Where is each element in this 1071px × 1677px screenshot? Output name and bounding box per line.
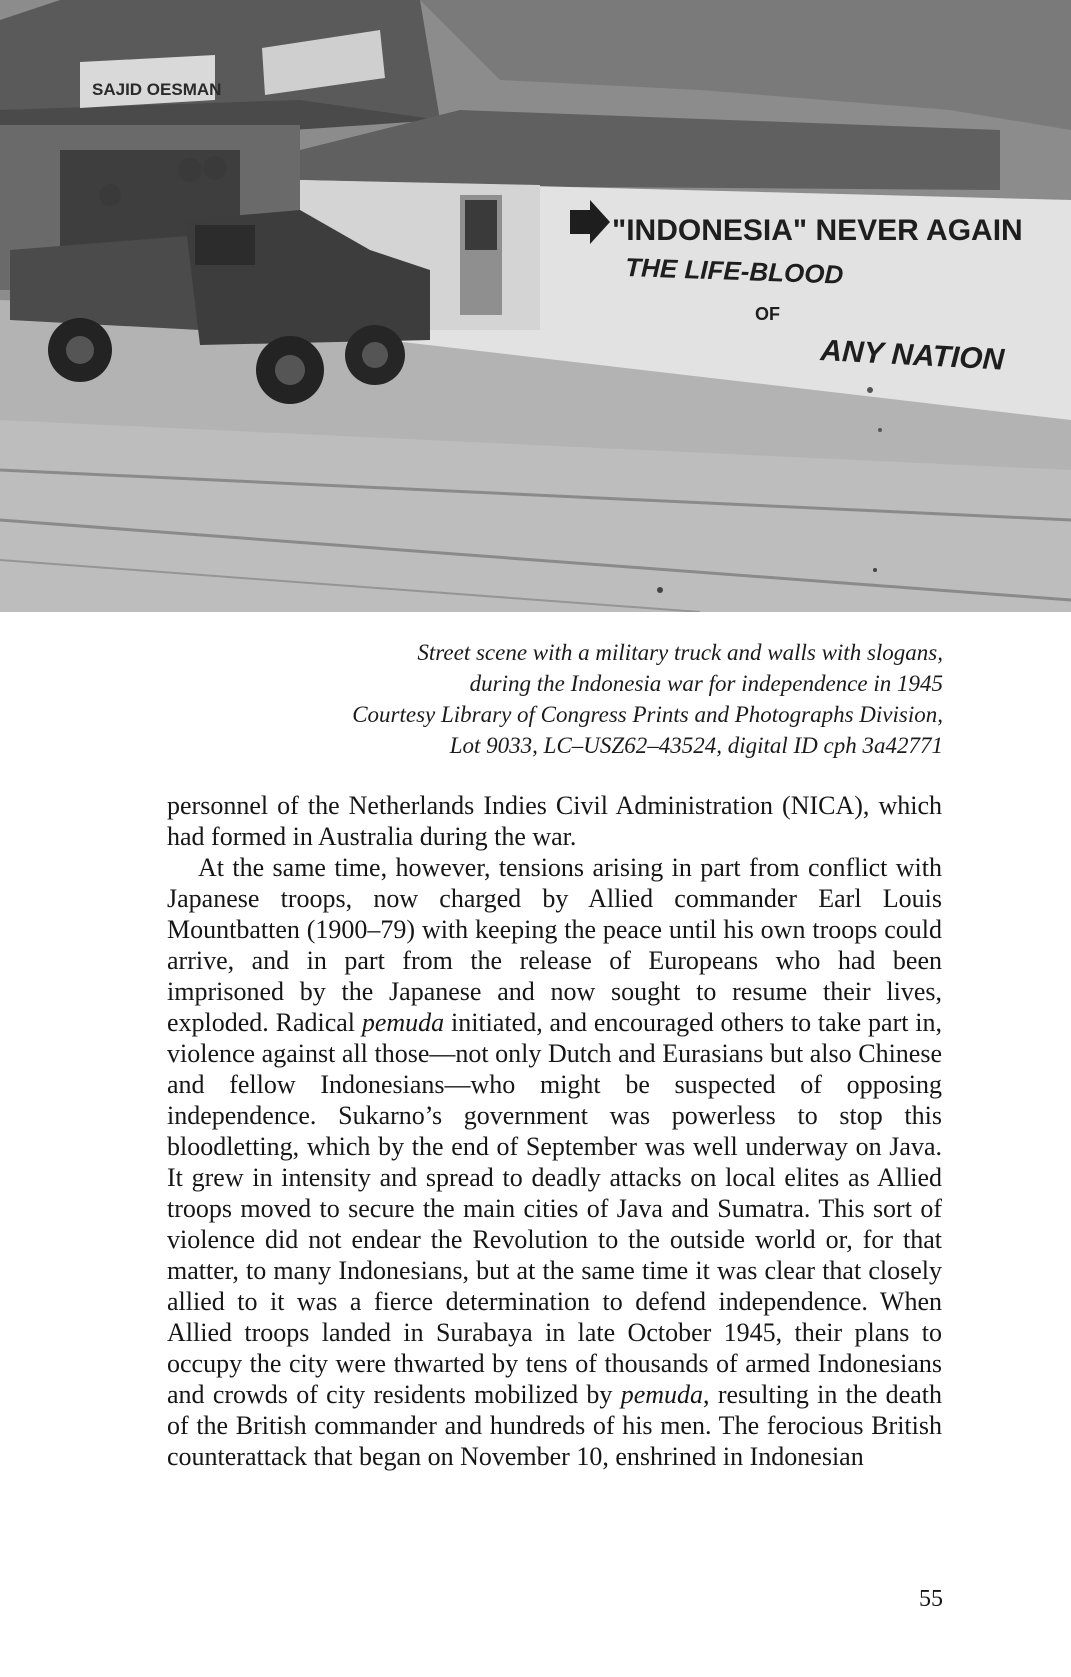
caption-line: Street scene with a military truck and walls with slogans,	[417, 640, 943, 665]
svg-text:SAJID OESMAN: SAJID OESMAN	[92, 80, 222, 99]
svg-text:OF: OF	[755, 304, 780, 324]
caption-line: Lot 9033, LC–USZ62–43524, digital ID cph 3a42771	[449, 733, 943, 758]
photograph-street-scene	[0, 0, 1071, 612]
shop-sign	[80, 55, 221, 108]
svg-text:"INDONESIA" NEVER AGAIN: "INDONESIA" NEVER AGAIN	[612, 214, 1023, 247]
page-number: 55	[919, 1586, 943, 1612]
body-text	[167, 790, 942, 1472]
caption-line: during the Indonesia war for independence in 1945	[469, 671, 943, 696]
paragraph: personnel of the Netherlands Indies Civil Administration (NICA), which had formed in Australia during the war.	[167, 791, 942, 851]
svg-text:ANY NATION: ANY NATION	[819, 334, 1006, 377]
paragraph: At the same time, however, tensions arising in part from conflict with Japanese troops, now charged by Allied commander Earl Louis Mountbatten (1900–79) with keeping the peace until his own troops could arrive, and in part from the release of Europeans who had been imprisoned by the Japanese and now sought to resume their lives, exploded. Radical pemuda initiated, and encouraged others to take part in, violence against all those—not only Dutch and Eurasians but also Chinese and fellow Indonesians—who might be suspected of opposing independence. Sukarno’s government was powerless to stop this bloodletting, which by the end of September was well underway on Java. It grew in intensity and spread to deadly attacks on local elites as Allied troops moved to secure the main cities of Java and Sumatra. This sort of violence did not endear the Revolution to the outside world or, for that matter, to many Indonesians, but at the same time it was clear that closely allied to it was a fierce determination to defend independence. When Allied troops landed in Surabaya in late October 1945, their plans to occupy the city were thwarted by tens of thousands of armed Indonesians and crowds of city residents mobilized by pemuda, resulting in the death of the British commander and hundreds of his men. The ferocious British counterattack that began on November 10, enshrined in Indonesian	[167, 853, 942, 1471]
svg-text:THE LIFE-BLOOD: THE LIFE-BLOOD	[624, 252, 844, 290]
caption-line: Courtesy Library of Congress Prints and Photographs Division,	[352, 702, 943, 727]
photo-caption	[223, 637, 943, 761]
